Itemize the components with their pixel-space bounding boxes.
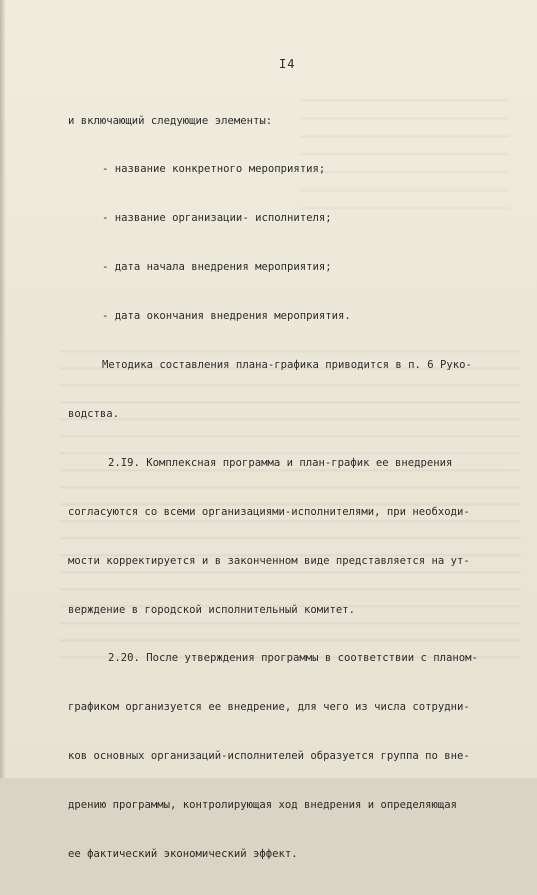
list-item: - название конкретного мероприятия; bbox=[102, 163, 326, 176]
text-line: ее фактический экономический эффект. bbox=[68, 847, 298, 860]
page-edge-shadow bbox=[0, 0, 6, 778]
text-line: ков основных организаций-исполнителей образуется группа по вне- bbox=[68, 750, 470, 763]
page-number: I4 bbox=[279, 57, 296, 71]
text-line: Методика составления плана-графика приводится в п. 6 Руко- bbox=[102, 359, 472, 372]
paragraph-2-19-start: 2.I9. Комплексная программа и план-график ее внедрения bbox=[108, 456, 453, 469]
text-line: и включающий следующие элементы: bbox=[68, 114, 273, 127]
text-line: дрению программы, контролирующая ход внедрения и определяющая bbox=[68, 799, 458, 812]
text-line: водства. bbox=[68, 407, 120, 420]
text-line: верждение в городской исполнительный комитет. bbox=[68, 603, 356, 616]
body-text bbox=[68, 80, 488, 895]
list-item: - дата начала внедрения мероприятия; bbox=[102, 261, 332, 274]
text-line: графиком организуется ее внедрение, для чего из числа сотрудни- bbox=[68, 701, 470, 714]
paragraph-2-20-start: 2.20. После утверждения программы в соответствии с планом- bbox=[108, 652, 478, 665]
list-item: - название организации- исполнителя; bbox=[102, 212, 332, 225]
text-line: мости корректируется и в законченном виде представляется на ут- bbox=[68, 554, 470, 567]
text-line: согласуются со всеми организациями-исполнителями, при необходи- bbox=[68, 505, 470, 518]
list-item: - дата окончания внедрения мероприятия. bbox=[102, 310, 351, 323]
